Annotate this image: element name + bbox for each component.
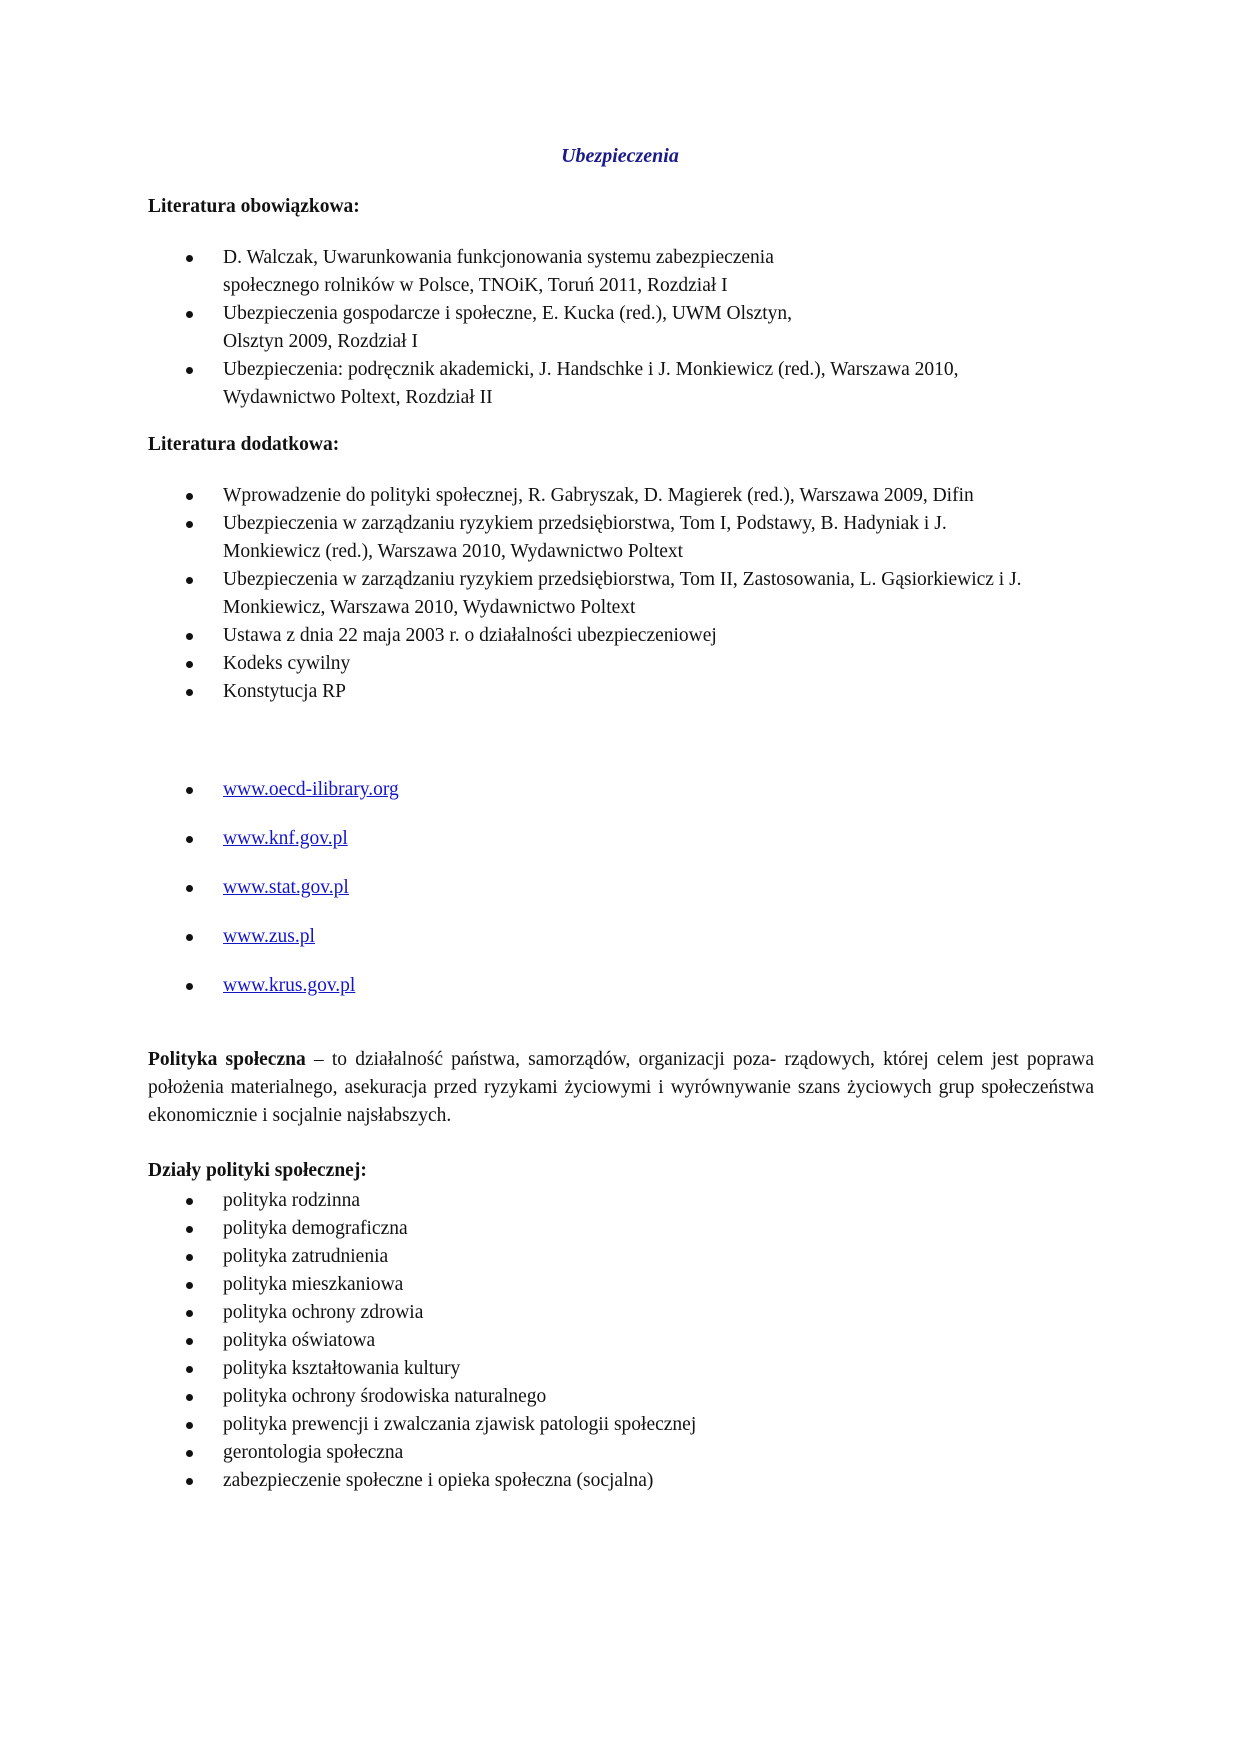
additional-literature-heading: Literatura dodatkowa: [148,434,340,455]
list-item: Wprowadzenie do polityki społecznej, R. Gabryszak, D. Magierek (red.), Warszawa 2009, Difin [148,482,1088,510]
list-item: Ubezpieczenia: podręcznik akademicki, J. Handschke i J. Monkiewicz (red.), Warszawa 2010, Wydawnictwo Poltext, Rozdział II [148,356,1088,412]
list-item: polityka oświatowa [148,1327,1088,1355]
list-item: polityka zatrudnienia [148,1243,1088,1271]
list-item: polityka rodzinna [148,1187,1088,1215]
departments-list [148,1187,1088,1495]
definition-text: – to działalność państwa, samorządów, organizacji poza- rządowych, której celem jest poprawa położenia materialnego, asekuracja przed ryzykami życiowymi i wyrównywanie szans życiowych grup społeczeństwa ekonomicznie i socjalnie najsłabszych. [148,1049,1095,1126]
list-item: Ubezpieczenia gospodarcze i społeczne, E. Kucka (red.), UWM Olsztyn, Olsztyn 2009, Rozdział I [148,300,1088,356]
link-stat[interactable]: www.stat.gov.pl [223,877,349,898]
list-item: D. Walczak, Uwarunkowania funkcjonowania systemu zabezpieczenia społecznego rolników w Polsce, TNOiK, Toruń 2011, Rozdział I [148,244,1088,300]
list-item: polityka prewencji i zwalczania zjawisk patologii społecznej [148,1411,1088,1439]
link-zus[interactable]: www.zus.pl [223,926,315,947]
document-title: Ubezpieczenia [561,145,679,167]
list-item [148,776,1088,804]
list-item [148,825,1088,853]
additional-literature-list [148,482,1088,706]
list-item: polityka ochrony zdrowia [148,1299,1088,1327]
definition-paragraph [148,1046,1094,1130]
list-item [148,923,1088,951]
link-oecd-ilibrary[interactable]: www.oecd-ilibrary.org [223,779,399,800]
list-item: Ubezpieczenia w zarządzaniu ryzykiem przedsiębiorstwa, Tom II, Zastosowania, L. Gąsiorkiewicz i J. Monkiewicz, Warszawa 2010, Wydawnictwo Poltext [148,566,1088,622]
list-item: zabezpieczenie społeczne i opieka społeczna (socjalna) [148,1467,1088,1495]
list-item: polityka demograficzna [148,1215,1088,1243]
required-literature-list [148,244,1088,412]
list-item: polityka mieszkaniowa [148,1271,1088,1299]
departments-heading: Działy polityki społecznej: [148,1160,367,1181]
list-item: gerontologia społeczna [148,1439,1088,1467]
list-item [148,874,1088,902]
list-item: Kodeks cywilny [148,650,1088,678]
definition-term: Polityka społeczna [148,1049,306,1070]
list-item: Konstytucja RP [148,678,1088,706]
list-item: polityka kształtowania kultury [148,1355,1088,1383]
required-literature-heading: Literatura obowiązkowa: [148,196,360,217]
list-item: Ubezpieczenia w zarządzaniu ryzykiem przedsiębiorstwa, Tom I, Podstawy, B. Hadyniak i J. Monkiewicz (red.), Warszawa 2010, Wydawnictwo Poltext [148,510,1088,566]
list-item: Ustawa z dnia 22 maja 2003 r. o działalności ubezpieczeniowej [148,622,1088,650]
list-item [148,972,1088,1000]
link-krus[interactable]: www.krus.gov.pl [223,975,356,996]
link-knf[interactable]: www.knf.gov.pl [223,828,348,849]
links-list [148,776,1088,1021]
list-item: polityka ochrony środowiska naturalnego [148,1383,1088,1411]
